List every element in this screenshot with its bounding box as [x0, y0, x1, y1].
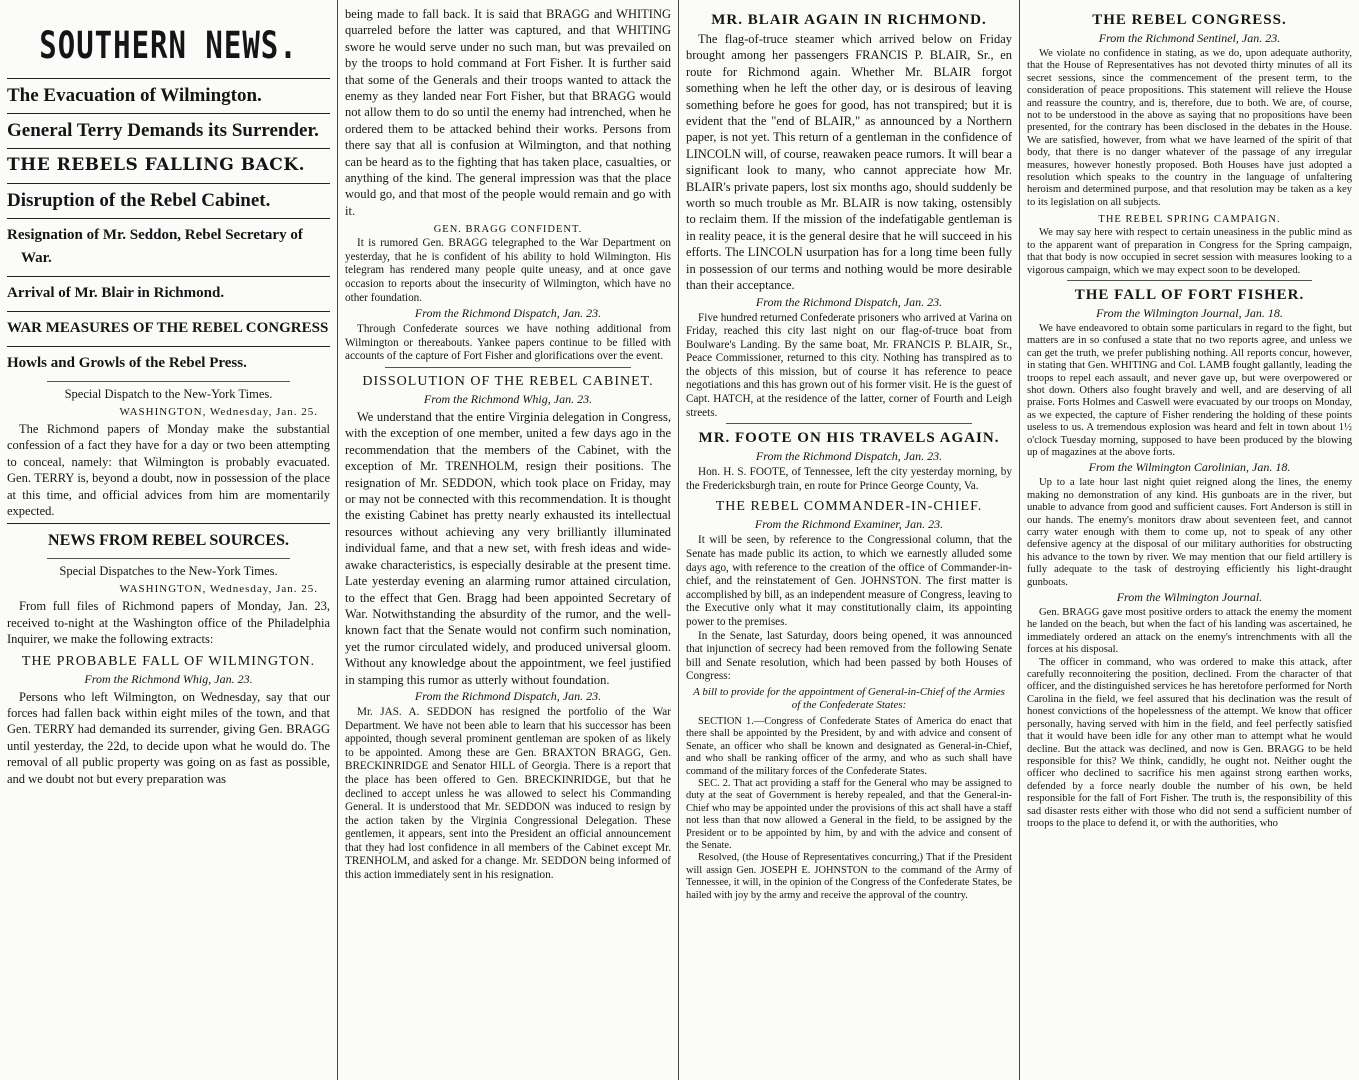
article-paragraph: The flag-of-truce steamer which arrived below on Friday brought among her passengers FRANCIS P. BLAIR, Sr., en route for Richmond again. Whether Mr. BLAIR forgot something when he left the other day, or is desirous of leaving something before he goes for good, has not transpired; but it is evident that the "end of BLAIR," as announced by a Northern paper, is not yet. This return of a gentleman in the confidence of LINCOLN will, of course, reawaken peace rumors. It will bear a significant look to many, who cannot appreciate how Mr. BLAIR's private papers, lost six months ago, should suddenly be worth so much trouble as Mr. BLAIR is now taking, ostensibly to reclaim them. If the mission of the indefatigable gentleman is in reality peace, it is the general desire that he will succeed in his efforts. The LINCOLN usurpation has for a long time been fully in possession of our terms and nothing would be more desirable than their acceptance.: [686, 32, 1012, 293]
dispatch-dateline: WASHINGTON, Wednesday, Jan. 25.: [119, 406, 318, 418]
article-paragraph: We understand that the entire Virginia delegation in Congress, with the exception of one member, united a few days ago in the recommendation that the members of the Cabinet, with the exception of Mr. TRENHOLM, resign their positions. The resignation of Mr. SEDDON, which took place on Friday, may or may not be connected with this recommendation. It is thought the existing Cabinet has pretty nearly exhausted its intellectual resources without achieving any very brilliantly illuminated individual fame, and that a new set, with fresh ideas and wide-awake characteristics, is especially desirable at the present time. Late yesterday evening an alarming rumor attained circulation, to the effect that Gen. Bragg had been appointed Secretary of War. Notwithstanding the absurdity of the rumor, and the well-known fact that the Senate would not confirm such nomination, yet the rumor circulated widely, and produced universal gloom. Without any knowledge about the appointment, we feel justified in stamping this rumor as utterly without foundation.: [345, 410, 671, 687]
divider: [7, 311, 330, 312]
deck-headline-7: WAR MEASURES OF THE REBEL CONGRESS: [7, 320, 329, 336]
article-source: From the Richmond Sentinel, Jan. 23.: [1098, 31, 1281, 45]
article-headline: THE PROBABLE FALL OF WILMINGTON.: [21, 653, 316, 669]
article-source: From the Richmond Whig, Jan. 23.: [84, 671, 253, 686]
article-paragraph: It will be seen, by reference to the Congressional column, that the Senate has made public its action, to which we earnestly alluded some days ago, with reference to the creation of the office of Commander-in-chief, and the reinstatement of Gen. JOHNSTON. The first matter is accomplished by bill, as an independent measure of Congress, leaving to the Executive only what it may constitutionally claim, its appointing power to the premises.: [686, 534, 1012, 628]
sub-headline: THE REBEL SPRING CAMPAIGN.: [1098, 214, 1281, 226]
article-source: From the Richmond Dispatch, Jan. 23.: [755, 294, 943, 309]
divider: [726, 423, 972, 424]
article-paragraph: From full files of Richmond papers of Monday, Jan. 23, received to-night at the Washington office of the Philadelphia Inquirer, we make the following extracts:: [7, 599, 330, 647]
article-headline: MR. BLAIR AGAIN IN RICHMOND.: [711, 12, 987, 28]
deck-headline-5: Resignation of Mr. Seddon, Rebel Secretary of War.: [7, 227, 303, 266]
bill-section: SEC. 2. That act providing a staff for the General who may be assigned to duty at the seat of Government is hereby repealed, and that the General-in-Chief who may be appointed under the provisions of this act shall have a staff not less than that now allowed a General in the field, to be assigned by the President or to be appointed by him, by and with the advice and consent of the Senate.: [686, 778, 1012, 852]
divider: [7, 218, 330, 219]
article-headline: THE REBEL COMMANDER-IN-CHIEF.: [715, 499, 983, 515]
article-headline: THE FALL OF FORT FISHER.: [1074, 286, 1305, 303]
column-2: [338, 0, 678, 1080]
article-paragraph: It is rumored Gen. BRAGG telegraphed to the War Department on yesterday, that he is confident of his ability to hold Wilmington. His telegram has rendered many people quite uneasy, and at once gave occasion to reports about the insecurity of Wilmington, which have no other foundation.: [345, 237, 671, 304]
masthead-headline: SOUTHERN NEWS.: [39, 22, 298, 68]
deck-headline-6: Arrival of Mr. Blair in Richmond.: [7, 285, 225, 301]
divider: [47, 558, 290, 559]
dispatch-byline: Special Dispatches to the New-York Times.: [59, 564, 278, 579]
deck-headline-2: General Terry Demands its Surrender.: [7, 120, 319, 141]
article-paragraph: We may say here with respect to certain uneasiness in the public mind as to the apparent want of preparation in Congress for the Spring campaign, that that body is now occupied in secret session with measures looking to a vigorous campaign, which we may expect soon to be developed.: [1027, 227, 1352, 276]
divider: [1067, 280, 1312, 281]
article-source: From the Wilmington Carolinian, Jan. 18.: [1088, 460, 1291, 475]
article-paragraph: Up to a late hour last night quiet reigned along the lines, the enemy making no demonstration of any kind. His gunboats are in the river, but unable to advance from good and sufficient causes. Fort Anderson is still in our hands. The enemy's monitors draw about seventeen feet, and cannot carry water enough with them to come up, not to speak of any other defensive agency at the disposal of our military authorities for obstructing his advance to the town by river. We may mention that our field artillery is fully adequate to the task of destroying efficiently his light-draught gunboats.: [1027, 477, 1352, 588]
deck-headline-8: Howls and Growls of the Rebel Press.: [7, 355, 247, 371]
sub-headline: GEN. BRAGG CONFIDENT.: [433, 224, 583, 236]
article-headline: DISSOLUTION OF THE REBEL CABINET.: [362, 374, 654, 390]
divider: [7, 78, 330, 79]
article-paragraph: We violate no confidence in stating, as we do, upon adequate authority, that the House of Representatives has not devoted thirty minutes of all its secret sessions, since the commencement of the present term, to the consideration of peace propositions. This statement will relieve the House and reassure the country, and is, therefore, due to both. We are, of course, not to be understood in the above as saying that no propositions have been presented, for the contrary has been disclosed in the debates in the House. We are satisfied, however, from what we have learned of the spirit of that body, that there is no danger whatever of the passage of any irregular measures, however honestly proposed. Both Houses have just adopted a resolution which speaks to the country in the language of unfaltering heroism and determined purpose, and that resolution may be taken as a key to its legislation on all subjects.: [1027, 48, 1352, 208]
deck-headline-4: Disruption of the Rebel Cabinet.: [7, 190, 271, 211]
article-paragraph: Through Confederate sources we have nothing additional from Wilmington or thereabouts. Yankee papers continue to be filled with accounts of the capture of Fort Fisher and glorifications over the event.: [345, 323, 671, 363]
article-headline: MR. FOOTE ON HIS TRAVELS AGAIN.: [698, 430, 1000, 447]
divider: [7, 523, 330, 524]
article-source: From the Richmond Dispatch, Jan. 23.: [414, 688, 602, 703]
column-4: [1020, 0, 1359, 1080]
column-3: [679, 0, 1019, 1080]
article-paragraph: The Richmond papers of Monday make the substantial confession of a fact they have for a day or two been attempting to conceal, namely: that Wilmington is probably evacuated. Gen. TERRY is, beyond a doubt, now in possession of the place at this time, and official advices from him are momentarily expected.: [7, 422, 330, 519]
article-paragraph: Gen. BRAGG gave most positive orders to attack the enemy the moment he landed on the beach, but when the fact of his landing was ascertained, he immediately ordered an attack on the enemy's intrenchments with all the forces at his disposal.: [1027, 607, 1352, 656]
article-paragraph: Persons who left Wilmington, on Wednesday, say that our forces had fallen back within eight miles of the town, and that Gen. TERRY had demanded its surrender, giving Gen. BRAGG until yesterday, the 22d, to decide upon what he would do. The removal of all public property was going on as fast as possible, and we doubt not but every preparation was: [7, 689, 330, 786]
divider: [47, 381, 290, 382]
article-paragraph: being made to fall back. It is said that BRAGG and WHITING quarreled before the latter was captured, and that WHITING swore he would serve under no such man, but was prevailed on by the troops to hold command at Fort Fisher. It is further said that some of the Generals and their troops wanted to attack the enemy as they landed near Fort Fisher, but that BRAGG would not allow them to do so until the enemy had intrenched, when he ordered them to be attacked behind their works. Persons from there say that all is confusion at Wilmington, and that nothing can be heard as to the fighting that has taken place, casualties, or anything of the kind. The general impression was that the place would go, and that most of the people would remain and go with it.: [345, 7, 671, 218]
bill-section: SECTION 1.—Congress of Confederate States of America do enact that there shall be appointed by the President, by and with advice and consent of Senate, an officer who shall be known and designated as General-in-Chief, and who shall be ranking officer of the army, and who as such shall have command of the military forces of the Confederate States.: [686, 715, 1012, 777]
article-paragraph: The officer in command, who was ordered to make this attack, after carefully reconnoitering the position, declined. From the character of that officer, and the distinguished services he has heretofore performed for North Carolina in the field, we feel assured that his declination was the result of honest convictions of the hopelessness of the attempt. We know that officer personally, having served with him in the field, and feel perfectly satisfied that it would have been idle for any other man to attempt what he would decline. But the attack was declined, and now is Gen. BRAGG to be held responsible for this? We think, candidly, he ought not. Neither ought the officer who declined to sacrifice his men against strong earthen works, defended by a force nearly double the number of his own, be held responsible for the fall of Fort Fisher. The truth is, the responsibility of this sad disaster rests either with those who did not send a sufficient number of troops to the place to defend it, or with the authorities, who: [1027, 656, 1352, 829]
divider: [7, 346, 330, 347]
dispatch-byline: Special Dispatch to the New-York Times.: [64, 387, 273, 401]
article-paragraph: Five hundred returned Confederate prisoners who arrived at Varina on Friday, reached this city last night on our flag-of-truce boat from Boulware's Landing. By the same boat, Mr. FRANCIS P. BLAIR, Sr., Peace Commissioner, returned to this city. Nothing has transpired as to the objects of this mission, but of course it has reference to peace negotiations and this has grown out of his former visit. He is the guest of Capt. HATCH, at the residence of the latter, corner of Fourth and Leigh streets.: [686, 311, 1012, 419]
section-headline: NEWS FROM REBEL SOURCES.: [48, 532, 289, 550]
bill-title: A bill to provide for the appointment of General-in-Chief of the Armies of the Confederate States:: [693, 685, 1005, 711]
dispatch-dateline: WASHINGTON, Wednesday, Jan. 25.: [119, 583, 318, 596]
article-paragraph: We have endeavored to obtain some particulars in regard to the fight, but matters are in so confused a state that no two reports agree, and unless we can get the truth, we prefer publishing nothing. All reports concur, however, in stating that Gen. WHITING and Col. LAMB fought gallantly, leading the troops to repel each assault, and never gave up, but were overpowered or shot down. Others also fought bravely and well, and are deserving of all praise. Forts Holmes and Caswell were evacuated by our troops on Monday, as we expected, the capture of Fisher rendering the holding of these points useless to us. A tremendous explosion was heard and felt in town about 1½ o'clock Tuesday morning, supposed to have been produced by the blowing up of magazines at the above forts.: [1027, 322, 1352, 458]
divider: [7, 276, 330, 277]
deck-headline-1: The Evacuation of Wilmington.: [7, 85, 262, 106]
article-paragraph: In the Senate, last Saturday, doors being opened, it was announced that injunction of secrecy had been removed from the following Senate bill and Senate resolution, which had been passed by both Houses of Congress:: [686, 629, 1012, 683]
divider: [385, 367, 631, 368]
article-source: From the Wilmington Journal, Jan. 18.: [1096, 305, 1283, 320]
divider: [7, 183, 330, 184]
deck-headline-3: THE REBELS FALLING BACK.: [7, 155, 306, 175]
article-paragraph: Hon. H. S. FOOTE, of Tennessee, left the city yesterday morning, by the Fredericksburgh train, en route for Prince George County, Va.: [686, 466, 1012, 492]
article-source: From the Richmond Dispatch, Jan. 23.: [414, 306, 602, 321]
article-source: From the Richmond Whig, Jan. 23.: [423, 392, 593, 407]
article-headline: THE REBEL CONGRESS.: [1092, 12, 1287, 28]
article-source: From the Richmond Examiner, Jan. 23.: [754, 517, 944, 532]
divider: [7, 148, 330, 149]
resolution: Resolved, (the House of Representatives concurring,) That if the President will assign Gen. JOSEPH E. JOHNSTON to the command of the Army of Tennessee, it will, in the opinion of the Congress of the Confederate States, be hailed with joy by the army and receive the approval of the country.: [686, 852, 1012, 901]
article-source: From the Wilmington Journal.: [1116, 590, 1263, 605]
divider: [7, 113, 330, 114]
column-1: [0, 0, 337, 1080]
article-source: From the Richmond Dispatch, Jan. 23.: [755, 449, 943, 464]
article-paragraph: Mr. JAS. A. SEDDON has resigned the portfolio of the War Department. We have not been able to learn that his successor has been appointed, though several prominent gentleman are spoken of as likely to be appointed. Among these are Gen. BRAXTON BRAGG, Gen. BRECKINRIDGE and Senator HILL of Georgia. There is a report that the place has been offered to Gen. BRECKINRIDGE, but that he declined to accept unless he was allowed to select his Commanding General. It is understood that Mr. SEDDON was induced to resign by the action taken by the Virginia Congressional Delegation. These gentlemen, it appears, sent into the President an official announcement that they had lost confidence in all members of the Cabinet except Mr. TRENHOLM, and asked for a change. Mr. SEDDON being informed of this action immediately sent in his resignation.: [345, 705, 671, 882]
